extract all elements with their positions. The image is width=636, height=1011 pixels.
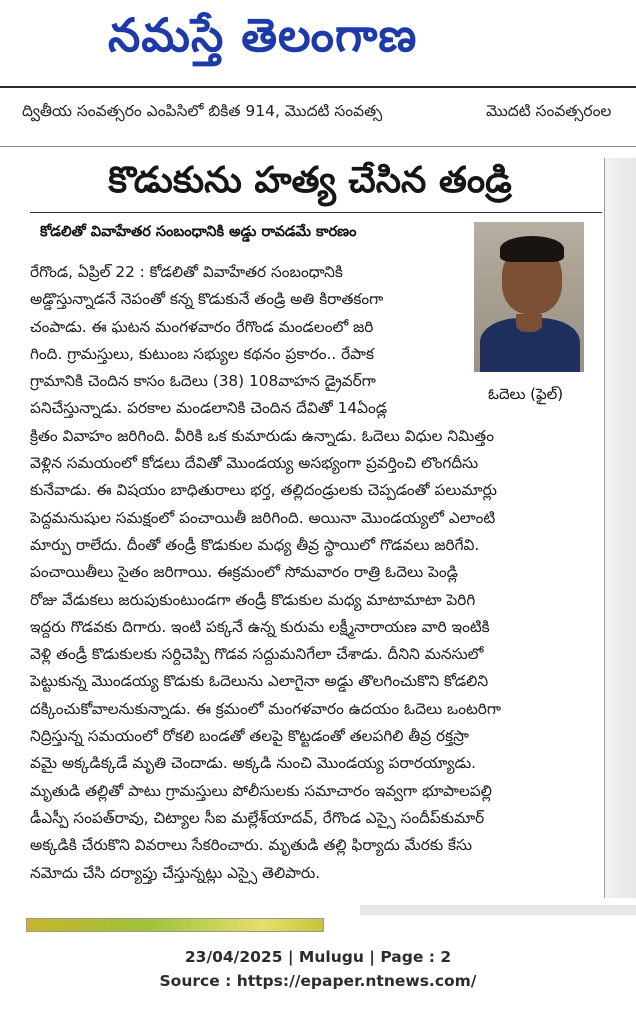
body-line: వమై అక్కడిక్కడే మృతి చెందాడు. అక్కడి నుంచి మొండయ్య పరారయ్యాడు. [30, 754, 476, 773]
body-line: దక్కించుకోవాలనుకున్నాడు. ఈ క్రమంలో మంగళవారం ఉదయం ఓదెలు ఒంటరిగా [30, 699, 501, 718]
newspaper-logo: నమస్తే తెలంగాణ [108, 8, 418, 62]
body-line: నమోదు చేసి దర్యాప్తు చేస్తున్నట్లు ఎస్సై తెలిపారు. [30, 863, 321, 882]
body-line: చంపాడు. ఈ ఘటన మంగళవారం రేగొండ మండలంలో జరి [30, 317, 374, 336]
body-line: కునేవాడు. ఈ విషయం బాధితురాలు భర్త, తల్లిదండ్రులకు చెప్పడంతో పలుమార్లు [30, 481, 497, 500]
body-line: నిద్రిస్తున్న సమయంలో రోకలి బండతో తలపై కొట్టడంతో తలపగిలి తీవ్ర రక్తస్రా [30, 727, 469, 746]
news-ticker [22, 102, 632, 128]
footer-date-line: 23/04/2025 | Mulugu | Page : 2 [184, 948, 452, 966]
body-line: మృతుడి తల్లితో పాటు గ్రామస్తులు పోలీసులకు సమాచారం ఇవ్వగా భూపాలపల్లి [30, 781, 492, 800]
body-line: అడ్డొస్తున్నాడనే నెపంతో కన్న కొడుకునే తండ్రి అతి కిరాతకంగా [30, 290, 384, 309]
body-line: డీఎస్పీ సంపత్‌రావు, చిట్యాల సీఐ మల్లేశ్‌యాదవ్, రేగొండ ఎస్సై సందీప్‌కుమార్ [30, 808, 485, 827]
body-line: పెట్టుకున్న మొండయ్య కొడుకు ఓదెలును ఎలాగైనా అడ్డు తొలగించుకొని కోడలిని [30, 672, 489, 691]
footer-source-line: Source : https://epaper.ntnews.com/ [159, 972, 477, 990]
body-line: పంచాయితీలు సైతం జరిగాయి. ఈక్రమంలో సోమవారం రాత్రి ఓదెలు పెండ్లి [30, 563, 458, 582]
body-line: గ్రామానికి చెందిన కాసం ఓదెలు (38) 108వాహన డ్రైవర్‌గా [30, 372, 376, 391]
photo-caption: ఓదెలు (ఫైల్) [488, 385, 564, 403]
body-line: వెళ్లిన సమయంలో కోడలు దేవితో మొండయ్య అసభ్యంగా ప్రవర్తించి లొంగదీసు [30, 454, 479, 473]
body-line: అక్కడికి చేరుకొని వివరాలు సేకరించారు. మృతుడి తల్లి ఫిర్యాదు మేరకు కేసు [30, 836, 473, 855]
body-line: క్రితం వివాహం జరిగింది. వీరికి ఒక కుమారుడు ఉన్నాడు. ఓదెలు విధుల నిమిత్తం [30, 426, 494, 445]
ticker-right: మొదటి సంవత్సరంల [486, 102, 612, 120]
body-line: వెళ్లి తండ్రీ కొడుకులకు సర్దిచెప్పి గొడవ సద్దుమనిగేలా చేశాడు. దీనిని మనసులో [30, 645, 484, 664]
body-line: పనిచేస్తున్నాడు. పరకాల మండలానికి చెందిన దేవితో 14ఏండ్ల [30, 399, 388, 418]
body-line: ఇద్దరు గొడవకు దిగారు. ఇంటి పక్కనే ఉన్న కురుమ లక్ష్మీనారాయణ వారి ఇంటికి [30, 617, 490, 636]
article-body [30, 259, 610, 887]
body-line: గింది. గ్రామస్తులు, కుటుంబ సభ్యుల కథనం ప్రకారం.. రేపాక [30, 344, 375, 363]
ticker-left: ద్వితీయ సంవత్సరం ఎంపిసిలో బికిత 914, మొదటి సంవత్స [22, 102, 383, 120]
body-line: రేగొండ, ఏప్రిల్ 22 : కోడలితో వివాహేతర సంబంధానికి [30, 263, 343, 281]
article-subhead: కోడలితో వివాహేతర సంబంధానికి అడ్డు రావడమే కారణం [40, 224, 357, 240]
headline-underline [30, 212, 602, 213]
advertisement-strip [26, 918, 324, 932]
ticker-divider [0, 146, 636, 147]
masthead-divider [0, 86, 636, 88]
body-line: మార్పు రాలేదు. దీంతో తండ్రీ కొడుకుల మధ్య తీవ్ర స్థాయిలో గొడవలు జరిగేవి. [30, 535, 480, 554]
body-line: రోజు వేడుకలు జరుపుకుంటుండగా తండ్రీ కొడుకుల మధ్య మాటామాటా పెరిగి [30, 590, 476, 609]
article-headline: కొడుకును హత్య చేసిన తండ్రి [108, 160, 512, 201]
body-line: పెద్దమనుషుల సమక్షంలో పంచాయితీ జరిగింది. అయినా మొండయ్యలో ఎలాంటి [30, 508, 496, 527]
adjacent-article-edge [360, 905, 636, 915]
masthead [0, 0, 636, 80]
